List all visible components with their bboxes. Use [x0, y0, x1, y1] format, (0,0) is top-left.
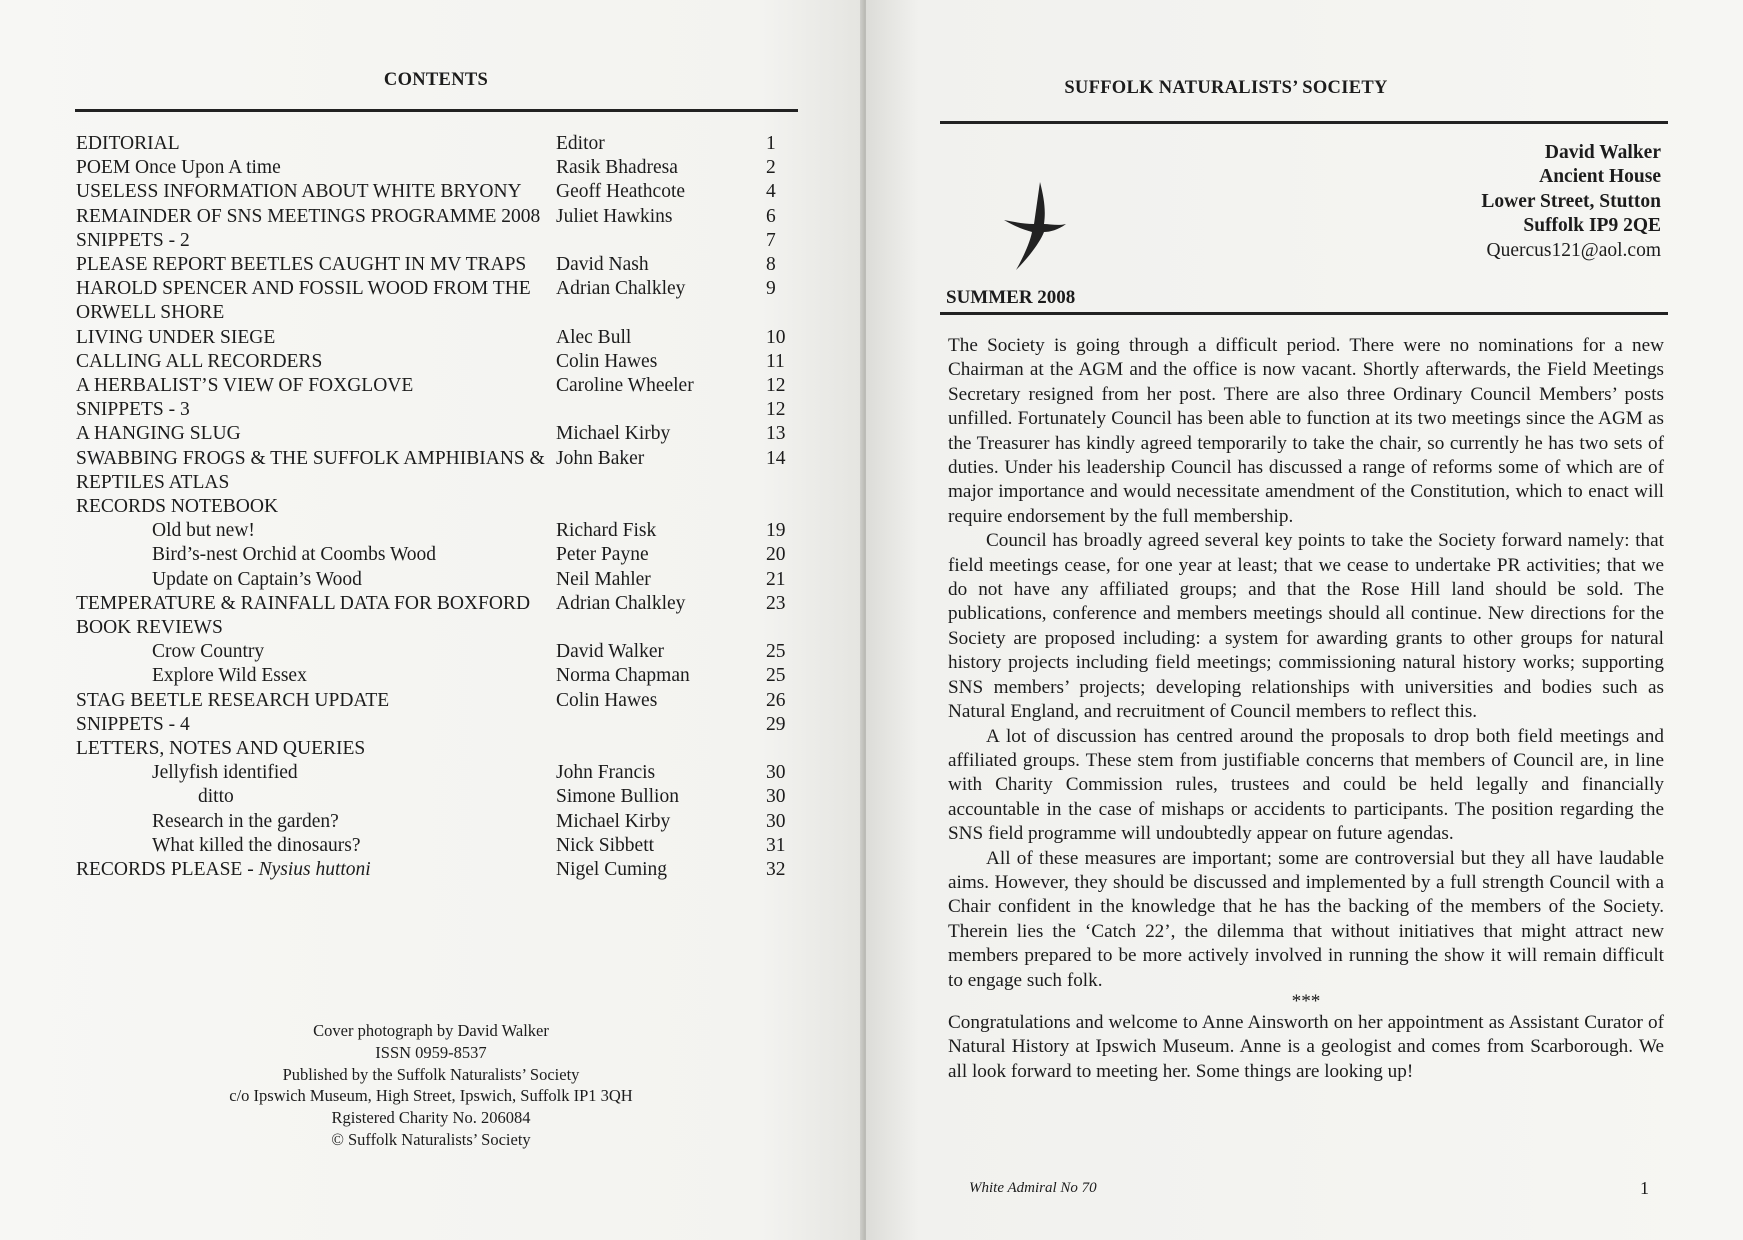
contents-author: Juliet Hawkins — [556, 205, 673, 227]
contents-row — [76, 785, 796, 809]
contents-row — [76, 568, 796, 592]
contents-row — [76, 640, 796, 664]
contents-row — [76, 398, 796, 422]
contents-row — [76, 616, 796, 640]
contents-title — [76, 253, 556, 277]
contents-page: 10 — [766, 326, 786, 348]
contents-author: Alec Bull — [556, 326, 632, 348]
editorial-paragraph: A lot of discussion has centred around the proposals to drop both field meetings and affiliated groups. These stem from justifiable concerns that members of Council are, in line with Charity Commission rules, trustees and could be held legally and financially accountable in the case of mishaps or accidents to participants. The position regarding the SNS field programme will undoubtedly appear on future agendas. — [948, 725, 1664, 845]
contents-author: Adrian Chalkley — [556, 592, 686, 614]
editor-email: Quercus121@aol.com — [1486, 239, 1661, 261]
contents-title — [76, 180, 556, 204]
swallow-logo-icon — [1000, 180, 1080, 272]
editorial-paragraph: The Society is going through a difficult period. There were no nominations for a new Chairman at the AGM and the office is now vacant. Shortly afterwards, the Field Meetings Secretary resigned from her post. There are also three Ordinary Council Members’ posts unfilled. Fortunately Council has been able to function at its two meetings since the AGM as the Treasurer has kindly agreed temporarily to take the chair, so currently he has two sets of duties. Under his leadership Council has discussed a range of reforms some of which are of major importance and would necessitate amendment of the Constitution, which to enact will require endorsement by the full membership. — [948, 335, 1664, 527]
contents-title-text: POEM Once Upon A time — [76, 157, 281, 179]
contents-page: 1 — [766, 133, 776, 154]
contents-title — [76, 858, 556, 882]
contents-title — [76, 398, 556, 422]
contents-row — [76, 495, 796, 519]
contents-title-text: A HANGING SLUG — [76, 423, 241, 445]
contents-page: 25 — [766, 665, 786, 687]
contents-row — [76, 350, 796, 374]
contents-row — [76, 180, 796, 204]
contents-title-text: REMAINDER OF SNS MEETINGS PROGRAMME 2008 — [76, 205, 541, 227]
editorial-body — [948, 334, 1664, 1084]
section-separator: *** — [1291, 990, 1321, 1012]
contents-title-text: PLEASE REPORT BEETLES CAUGHT IN MV TRAPS — [76, 254, 527, 276]
contents-title — [76, 616, 556, 640]
contents-title — [76, 761, 556, 785]
contents-row — [76, 858, 796, 882]
contents-page: 8 — [766, 254, 776, 276]
contents-row — [76, 326, 796, 350]
contents-author: Norma Chapman — [556, 665, 690, 687]
contents-title — [76, 737, 556, 761]
contents-rule — [75, 109, 798, 112]
contents-row — [76, 132, 796, 156]
contents-page: 26 — [766, 689, 786, 711]
contents-page: 12 — [766, 399, 786, 421]
contents-row — [76, 277, 796, 325]
contents-row — [76, 543, 796, 567]
contents-title-text: SNIPPETS - 2 — [76, 229, 190, 251]
contents-page: 12 — [766, 375, 786, 397]
contents-row — [76, 229, 796, 253]
contents-title — [76, 592, 556, 616]
contents-row — [76, 761, 796, 785]
contents-title-text: EDITORIAL — [76, 133, 180, 154]
colophon-line: ISSN 0959-8537 — [375, 1042, 487, 1062]
issue-season: SUMMER 2008 — [946, 287, 1076, 308]
contents-title — [76, 229, 556, 253]
colophon-line: c/o Ipswich Museum, High Street, Ipswich, Suffolk IP1 3QH — [229, 1086, 633, 1106]
contents-row — [76, 253, 796, 277]
contents-title-text: ditto — [198, 786, 234, 808]
contents-title-text: USELESS INFORMATION ABOUT WHITE BRYONY — [76, 181, 522, 203]
contents-title-text: SNIPPETS - 3 — [76, 399, 190, 421]
left-page — [0, 0, 866, 1240]
contents-title-text: A HERBALIST’S VIEW OF FOXGLOVE — [76, 375, 414, 397]
contents-author: Michael Kirby — [556, 810, 671, 832]
contents-page: 13 — [766, 423, 786, 445]
magazine-title: White Admiral No 70 — [969, 1180, 1097, 1196]
contents-author: Rasik Bhadresa — [556, 157, 678, 179]
contents-page: 4 — [766, 181, 776, 203]
contents-page: 21 — [766, 568, 786, 590]
contents-row — [76, 689, 796, 713]
contents-title-text: LIVING UNDER SIEGE — [76, 326, 276, 348]
contents-title-text: Bird’s-nest Orchid at Coombs Wood — [152, 544, 437, 566]
contents-title — [76, 277, 556, 325]
contents-page: 2 — [766, 157, 776, 179]
contents-title — [76, 640, 556, 664]
contents-row — [76, 592, 796, 616]
summer-rule — [940, 312, 1668, 315]
contents-row — [76, 422, 796, 446]
contents-title — [76, 447, 556, 495]
contents-title-text: RECORDS NOTEBOOK — [76, 496, 279, 518]
contents-title — [76, 543, 556, 567]
contents-title — [76, 422, 556, 446]
contents-author: Geoff Heathcote — [556, 181, 686, 203]
contents-author: Colin Hawes — [556, 350, 658, 372]
contents-title — [76, 834, 556, 858]
contents-title-text: TEMPERATURE & RAINFALL DATA FOR BOXFORD — [76, 592, 531, 614]
contents-title-text: Research in the garden? — [152, 810, 339, 832]
contents-title — [76, 519, 556, 543]
contents-title — [76, 664, 556, 688]
colophon — [186, 1020, 676, 1151]
contents-title-text: Old but new! — [152, 520, 255, 542]
contents-title — [76, 156, 556, 180]
contents-page: 30 — [766, 762, 786, 784]
society-rule-2 — [940, 121, 1668, 124]
contents-page: 14 — [766, 447, 786, 469]
contents-author: Nick Sibbett — [556, 834, 655, 856]
contents-title-text: SWABBING FROGS & THE SUFFOLK AMPHIBIANS & REPTILES ATLAS — [76, 447, 545, 493]
contents-row — [76, 713, 796, 737]
contents-row — [76, 156, 796, 180]
contents-title — [76, 205, 556, 229]
contents-author: Caroline Wheeler — [556, 375, 694, 397]
editorial-paragraph: Council has broadly agreed several key points to take the Society forward namely: that field meetings cease, for one year at least; that we cease to undertake PR activities; that we do not have any affiliated groups; and that the Rose Hill land should be sold. The publications, conference and members meetings should all continue. New directions for the Society are proposed including: a system for awarding grants to other groups for natural history projects including field meetings; commissioning natural history works; supporting SNS members’ projects; developing relationships with universities and bodies such as Natural England, and recruitment of Council members to reflect this. — [948, 530, 1664, 723]
contents-page: 11 — [766, 350, 785, 372]
contents-author: Michael Kirby — [556, 423, 671, 445]
contents-title-text: What killed the dinosaurs? — [152, 834, 361, 856]
contents-title-text: STAG BEETLE RESEARCH UPDATE — [76, 689, 390, 711]
contents-title — [76, 568, 556, 592]
contents-page: 6 — [766, 205, 776, 227]
contents-page: 32 — [766, 859, 786, 881]
address-line: Suffolk IP9 2QE — [1523, 215, 1661, 237]
contents-heading: CONTENTS — [383, 70, 489, 90]
contents-title — [76, 350, 556, 374]
editor-name: David Walker — [1544, 142, 1661, 163]
colophon-line: Rgistered Charity No. 206084 — [331, 1108, 531, 1128]
contents-page: 23 — [766, 592, 786, 614]
contents-row — [76, 205, 796, 229]
contents-title-text: HAROLD SPENCER AND FOSSIL WOOD FROM THE ORWELL SHORE — [76, 278, 531, 324]
contents-title-text: BOOK REVIEWS — [76, 617, 223, 639]
contents-row — [76, 810, 796, 834]
contents-page: 29 — [766, 713, 786, 735]
contents-page: 9 — [766, 278, 776, 300]
contents-author: Colin Hawes — [556, 689, 658, 711]
colophon-line: Cover photograph by David Walker — [313, 1021, 549, 1040]
contents-title — [76, 689, 556, 713]
contents-row — [76, 664, 796, 688]
contents-page: 31 — [766, 834, 786, 856]
contents-author: Richard Fisk — [556, 520, 657, 542]
contents-author: Neil Mahler — [556, 568, 651, 590]
contents-title — [76, 785, 556, 809]
contents-author: David Walker — [556, 641, 664, 663]
contents-author: Simone Bullion — [556, 786, 679, 808]
contents-author: Peter Payne — [556, 544, 649, 566]
contents-title-italic: Nysius huttoni — [258, 859, 371, 881]
contents-title-text: Crow Country — [152, 641, 265, 663]
contents-author: Adrian Chalkley — [556, 278, 686, 300]
contents-title — [76, 495, 556, 519]
contents-row — [76, 737, 796, 761]
contents-title-text: Update on Captain’s Wood — [152, 568, 362, 590]
contents-author: Nigel Cuming — [556, 859, 668, 881]
contents-title-text: Jellyfish identified — [152, 762, 298, 784]
society-heading: SUFFOLK NATURALISTS’ SOCIETY — [1064, 78, 1388, 98]
contents-title-text: RECORDS PLEASE - — [76, 859, 259, 881]
contents-author: John Baker — [556, 447, 645, 469]
colophon-line: © Suffolk Naturalists’ Society — [331, 1129, 531, 1149]
contents-row — [76, 519, 796, 543]
address-line: Lower Street, Stutton — [1481, 190, 1661, 212]
contents-row — [76, 374, 796, 398]
contents-title — [76, 713, 556, 737]
contents-author: David Nash — [556, 254, 649, 276]
contents-page: 7 — [766, 229, 776, 251]
editorial-paragraph: Congratulations and welcome to Anne Ainsworth on her appointment as Assistant Curator of Natural History at Ipswich Museum. Anne is a geologist and comes from Scarborough. We all look forward to meeting her. Some things are looking up! — [948, 1011, 1664, 1082]
address-line: Ancient House — [1539, 166, 1661, 188]
contents-page: 30 — [766, 786, 786, 808]
contents-row — [76, 447, 796, 495]
contents-page: 25 — [766, 641, 786, 663]
contents-title — [76, 132, 556, 156]
contents-page: 30 — [766, 810, 786, 832]
contents-title-text: CALLING ALL RECORDERS — [76, 350, 323, 372]
contents-author: Editor — [556, 133, 605, 154]
editorial-paragraph: All of these measures are important; some are controversial but they all have laudable aims. However, they should be discussed and implemented by a full strength Council with a Chair confident in the knowledge that he has the backing of the members of the Society. Therein lies the ‘Catch 22’, the dilemma that without initiatives that might attract new members prepared to be more actively involved in running the show it will remain difficult to engage such folk. — [948, 847, 1664, 991]
editor-address — [1481, 141, 1661, 263]
colophon-line: Published by the Suffolk Naturalists’ Society — [282, 1064, 580, 1084]
contents-title — [76, 326, 556, 350]
contents-title-text: Explore Wild Essex — [152, 665, 307, 687]
contents-table — [76, 132, 796, 882]
contents-page: 19 — [766, 520, 786, 542]
contents-page: 20 — [766, 544, 786, 566]
contents-row — [76, 834, 796, 858]
contents-title-text: LETTERS, NOTES AND QUERIES — [76, 738, 366, 760]
page-number: 1 — [1640, 1178, 1649, 1198]
contents-author: John Francis — [556, 762, 656, 784]
contents-title — [76, 374, 556, 398]
contents-title — [76, 810, 556, 834]
contents-title-text: SNIPPETS - 4 — [76, 713, 190, 735]
